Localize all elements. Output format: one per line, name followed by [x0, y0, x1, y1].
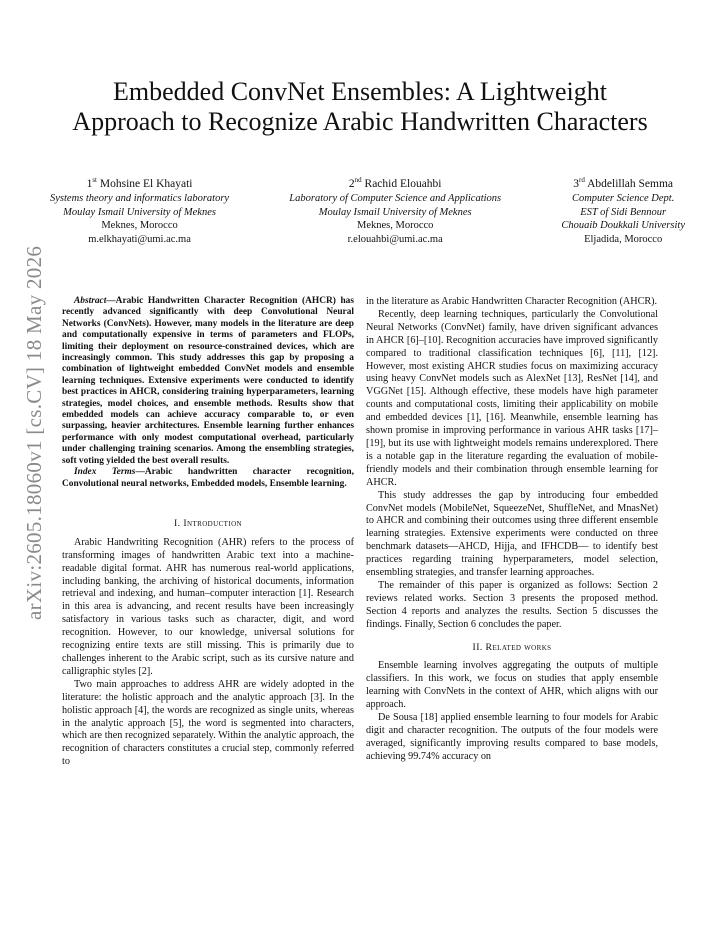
- author-email: m.elkhayati@umi.ac.ma: [88, 233, 191, 245]
- author-location: Meknes, Morocco: [357, 220, 434, 232]
- paragraph: This study addresses the gap by introducing four embedded ConvNet models (MobileNet, SqueezeNet, ShuffleNet, and MnasNet) to AHCR and combining their outcomes using three different ensemble learning strategies. Extensive experiments were conducted on three benchmark datasets—AHCD, Hijja, and IFHCDB— to identify best practices regarding training hyperparameters, model selection, ensembling strategies, and transfer learning approaches.: [366, 489, 658, 579]
- author-block: [50, 174, 685, 246]
- paragraph: The remainder of this paper is organized as follows: Section 2 reviews related works. Section 3 presents the proposed method. Section 4 reports and analyzes the results. Section 5 discusses the findings. Finally, Section 6 concludes the paper.: [366, 579, 658, 630]
- paragraph: Arabic Handwriting Recognition (AHR) refers to the process of transforming images of handwritten Arabic text into a machine-readable digital format. AHR has numerous real-world applications, including banking, the archiving of historical documents, information retrieval and indexing, and human–computer interaction [1]. Research in this area is advancing, and recent results have been increasingly satisfactory in various tasks such as character, digit, and word recognition. However, to our knowledge, universal solutions for recognizing entire texts are still missing. This is primarily due to challenges inherent to the Arabic script, such as its cursive nature and calligraphic styles [2].: [62, 536, 354, 677]
- author-university: Chouaib Doukkali University: [561, 220, 685, 232]
- author-university: Moulay Ismail University of Meknes: [63, 206, 216, 218]
- section-heading-related-works: II. Related works: [472, 641, 552, 653]
- arxiv-identifier: arXiv:2605.18060v1 [cs.CV] 18 May 2026: [22, 245, 46, 620]
- author-1: 1st Mohsine El Khayati Systems theory and informatics laboratory Moulay Ismail University of Meknes Meknes, Morocco m.elkhayati@umi.ac.ma: [50, 176, 230, 245]
- author-department: Computer Science Dept.: [571, 193, 675, 205]
- left-column: [62, 296, 354, 769]
- abstract: Abstract—Arabic Handwritten Character Recognition (AHCR) has recently advanced significantly with deep Convolutional Neural Networks (ConvNets). However, many models in the literature are deep and computationally expensive in terms of parameters and FLOPs, limiting their deployment on resource-constrained devices, which are increasingly common. This study addresses this gap by proposing a combination of lightweight embedded ConvNet models and ensemble learning techniques. Extensive experiments were conducted to identify best practices in AHCR, considering training hyperparameters, learning strategies, model choices, and ensemble methods. Results show that embedded models can achieve accuracy comparable to, or even surpassing, heavier architectures. Ensemble learning further enhances performance with only modest computational overhead, particularly under challenging training scenarios. Among the ensembling strategies, soft voting yielded the best overall results.: [62, 296, 354, 466]
- author-name: Abdelillah Semma: [587, 177, 674, 190]
- author-affiliation: Laboratory of Computer Science and Applications: [289, 193, 502, 205]
- author-school: EST of Sidi Bennour: [580, 206, 667, 218]
- author-2: 2nd Rachid Elouahbi Laboratory of Computer Science and Applications Moulay Ismail University of Meknes Meknes, Morocco r.elouahbi@umi.ac.ma: [289, 176, 502, 245]
- paragraph: Two main approaches to address AHR are widely adopted in the literature: the holistic approach and the analytic approach [3]. In the holistic approach [4], the words are recognized as single units, whereas in the analytic approach [5], the word is segmented into characters, which are then recognized separately. Within the analytic approach, the recognition of characters constitutes a crucial step, commonly referred to: [62, 678, 354, 768]
- paragraph-continuation: in the literature as Arabic Handwritten Character Recognition (AHCR).: [366, 296, 658, 307]
- paper-title: Embedded ConvNet Ensembles: A Lightweight Approach to Recognize Arabic Handwritten Characters: [72, 77, 648, 137]
- right-column: [366, 296, 658, 764]
- author-location: Eljadida, Morocco: [584, 233, 663, 245]
- index-terms: Index Terms—Arabic handwritten character recognition, Convolutional neural networks, Embedded models, Ensemble learning.: [62, 467, 354, 489]
- author-3: 3rd Abdelillah Semma Computer Science Dept. EST of Sidi Bennour Chouaib Doukkali University Eljadida, Morocco: [561, 176, 685, 245]
- author-location: Meknes, Morocco: [101, 220, 178, 232]
- author-name: Mohsine El Khayati: [99, 177, 193, 190]
- paragraph: Recently, deep learning techniques, particularly the Convolutional Neural Networks (ConvNet) family, have driven significant advances in AHCR [6]–[10]. Recognition accuracies have improved significantly compared to traditional classification techniques [6], [11], [12]. However, most existing AHCR studies focus on maximizing accuracy using heavy ConvNet models such as AlexNet [13], ResNet [14], and VGGNet [15]. Although effective, these models have high parameter counts and computational costs, limiting their applicability on mobile and embedded devices [1], [16]. Meanwhile, ensemble learning has shown promise in improving performance in various AHR tasks [17]–[19], but its use with lightweight models remains underexplored. There is a notable gap in the literature regarding the evaluation of mobile-friendly models and their combination through ensemble learning for AHCR.: [366, 308, 658, 488]
- author-name: Rachid Elouahbi: [364, 177, 442, 190]
- paragraph: De Sousa [18] applied ensemble learning to four models for Arabic digit and character recognition. The outputs of the four models were averaged, significantly improving results compared to base models, achieving 99.74% accuracy on: [366, 712, 658, 762]
- author-email: r.elouahbi@umi.ac.ma: [347, 233, 443, 245]
- author-university: Moulay Ismail University of Meknes: [318, 206, 472, 218]
- author-affiliation: Systems theory and informatics laboratory: [50, 193, 230, 205]
- paragraph: Ensemble learning involves aggregating the outputs of multiple classifiers. In this work, we focus on studies that apply ensemble learning with ConvNets in the context of AHR, which aligns with our approach.: [366, 660, 658, 711]
- section-heading-introduction: I. Introduction: [174, 517, 242, 529]
